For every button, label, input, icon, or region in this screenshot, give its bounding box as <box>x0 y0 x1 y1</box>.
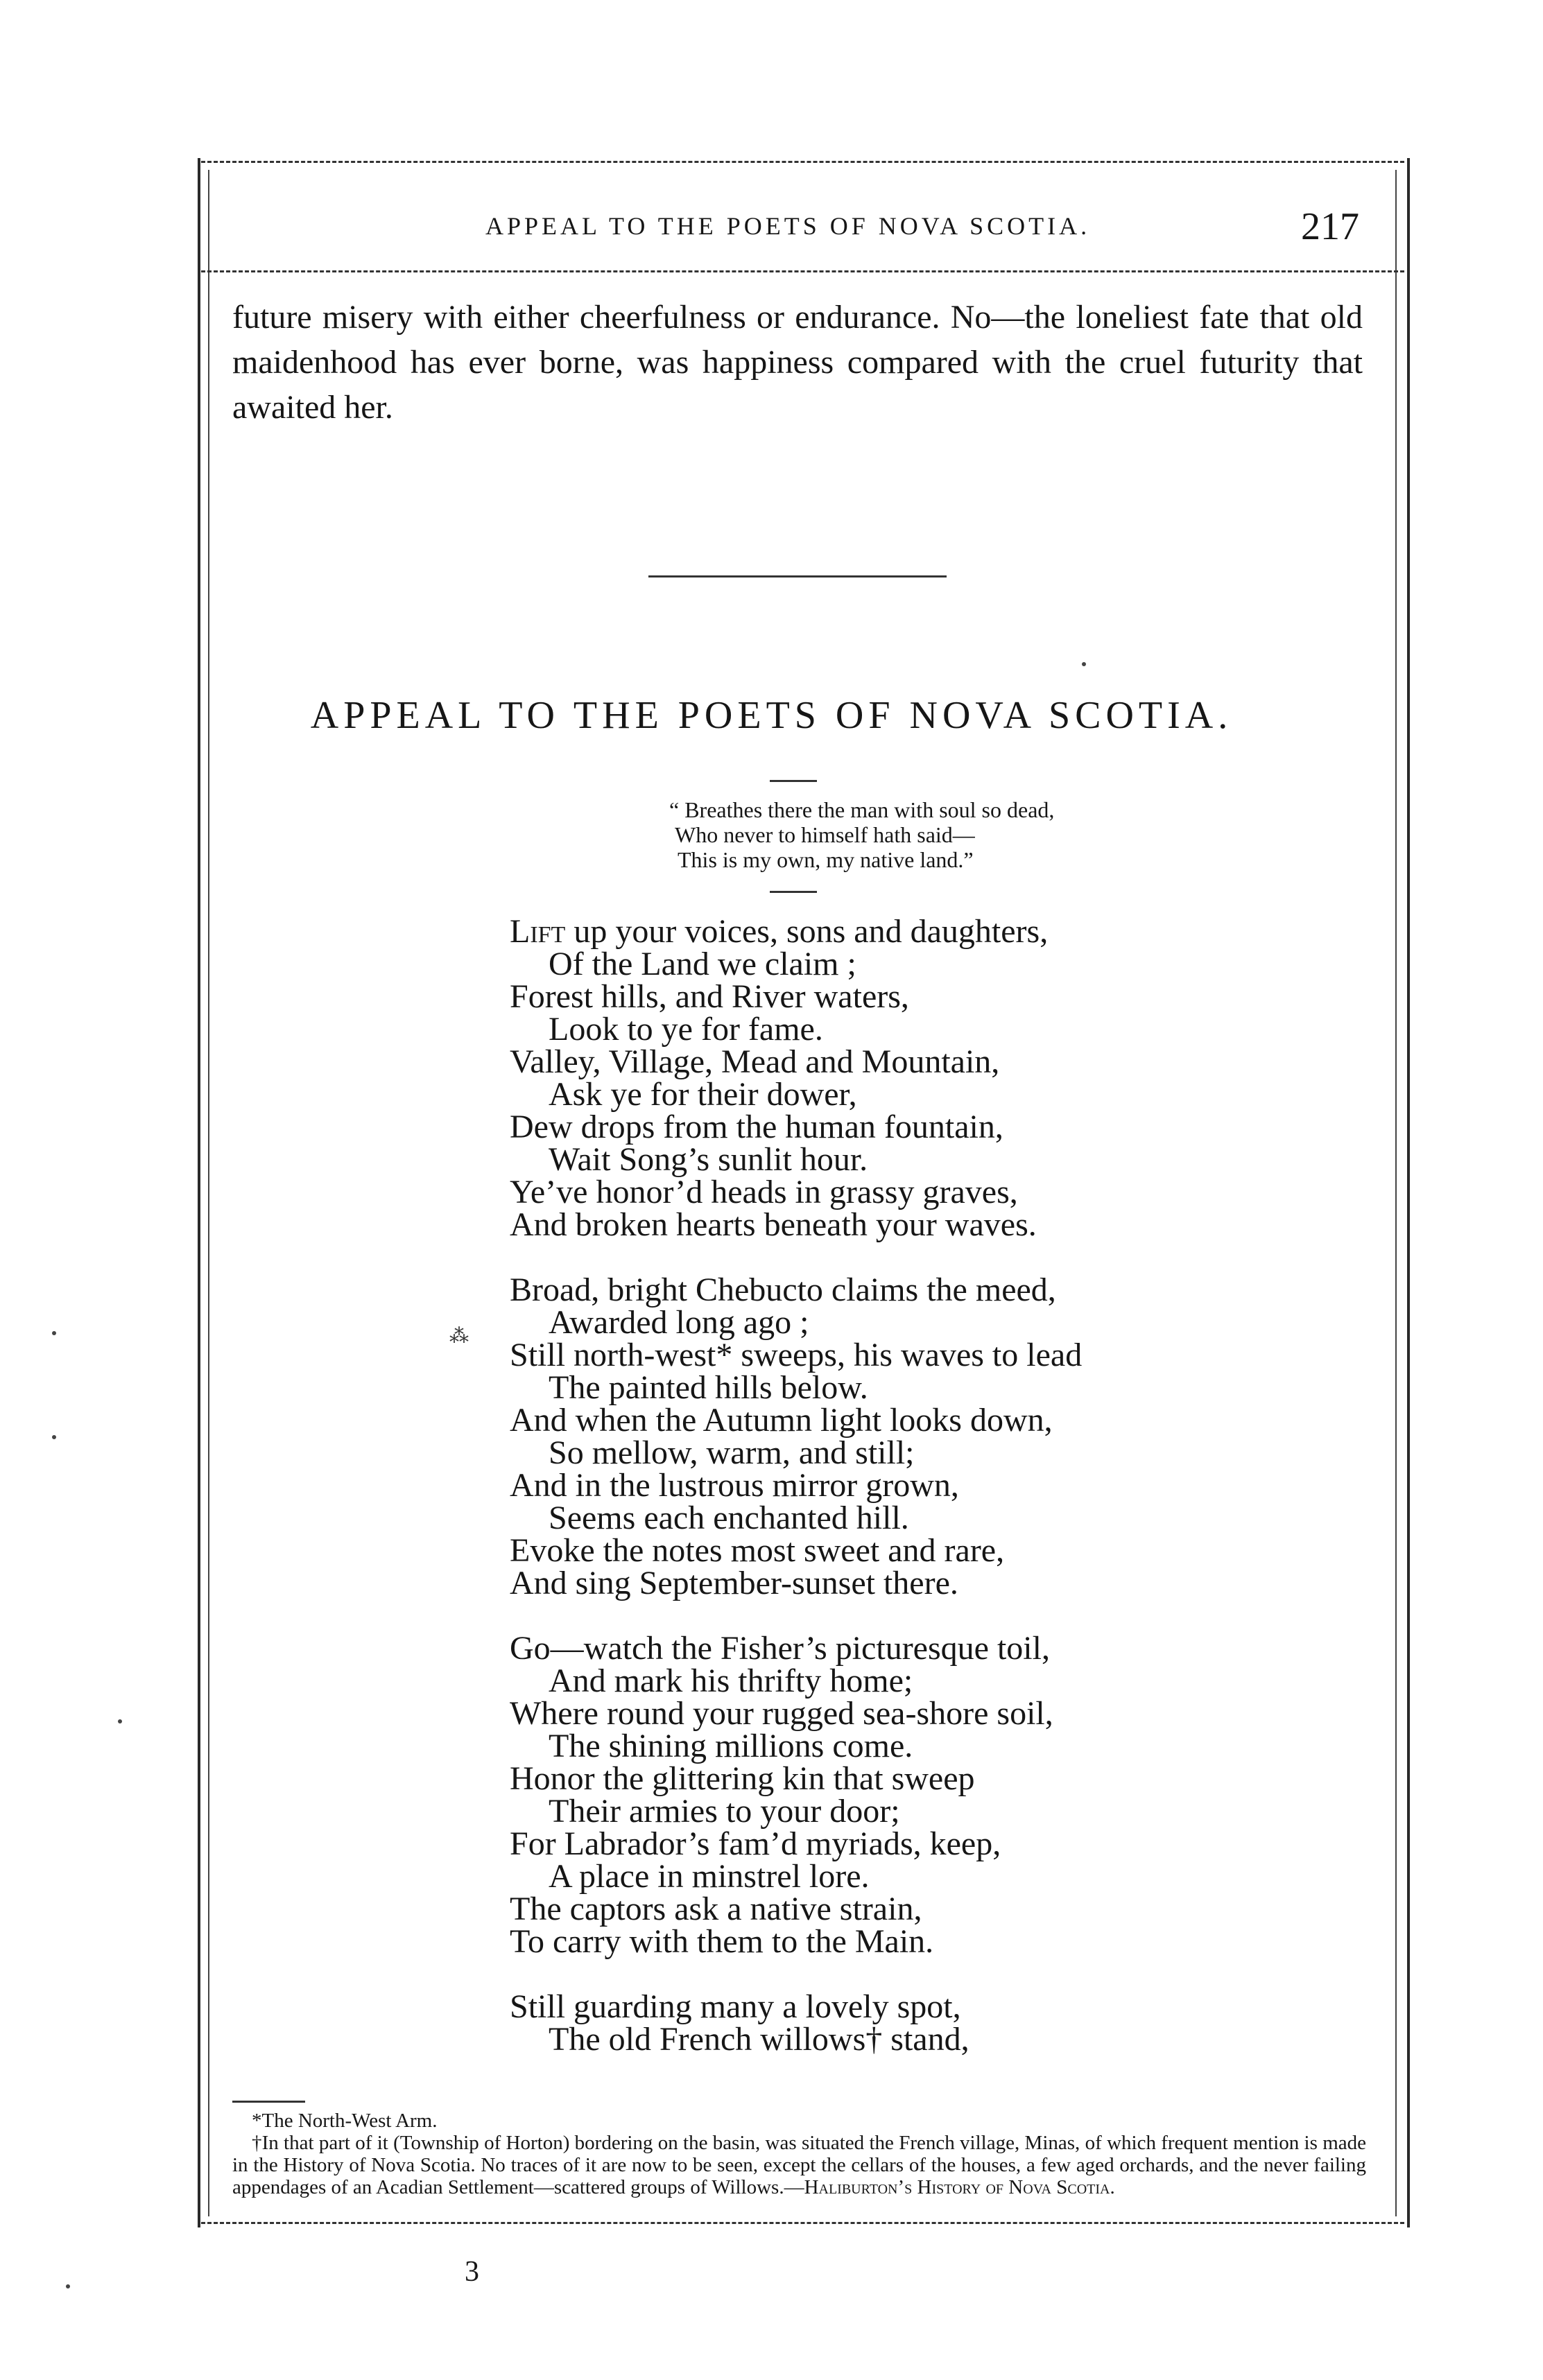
stanza <box>510 1271 1342 1601</box>
poem-line: And mark his thrifty home; <box>549 1662 913 1699</box>
epigraph <box>669 797 1054 872</box>
poem-line: So mellow, warm, and still; <box>549 1434 915 1471</box>
poem-body <box>510 915 1342 2088</box>
poem-title: APPEAL TO THE POETS OF NOVA SCOTIA. <box>310 694 1233 737</box>
poem-line: Wait Song’s sunlit hour. <box>549 1141 868 1178</box>
printer-mark: ⁂ <box>449 1326 469 1347</box>
poem-line: Lift up your voices, sons and daughters, <box>510 913 1049 950</box>
poem-line: And when the Autumn light looks down, <box>510 1402 1053 1439</box>
poem-line: The captors ask a native strain, <box>510 1891 922 1927</box>
top-rule <box>201 161 1404 163</box>
poem-line: And in the lustrous mirror grown, <box>510 1467 959 1504</box>
poem-line: Still guarding many a lovely spot, <box>510 1988 961 2025</box>
poem-line: Dew drops from the human fountain, <box>510 1109 1003 1145</box>
epigraph-line: Who never to himself hath said— <box>675 822 975 847</box>
ink-speck <box>52 1435 56 1439</box>
poem-line: The painted hills below. <box>549 1369 868 1406</box>
poem-line: Awarded long ago ; <box>549 1304 809 1341</box>
poem-line: Seems each enchanted hill. <box>549 1500 909 1536</box>
poem-line: Of the Land we claim ; <box>549 946 856 982</box>
poem-line: And sing September-sunset there. <box>510 1565 958 1601</box>
poem-line: Valley, Village, Mead and Mountain, <box>510 1043 1000 1080</box>
poem-line: Their armies to your door; <box>549 1793 900 1830</box>
poem-line: Ye’ve honor’d heads in grassy graves, <box>510 1174 1018 1210</box>
footnote-rule <box>232 2101 305 2103</box>
ink-speck <box>118 1719 122 1723</box>
poem-line: A place in minstrel lore. <box>549 1858 870 1895</box>
poem-line: For Labrador’s fam’d myriads, keep, <box>510 1825 1001 1862</box>
stanza <box>510 1990 1342 2056</box>
poem-line: The old French willows† stand, <box>549 2021 969 2058</box>
poem-line: Still north-west* sweeps, his waves to lead <box>510 1337 1083 1373</box>
footnote-source: Haliburton’s History of Nova Scotia. <box>804 2176 1115 2198</box>
poem-line: And broken hearts beneath your waves. <box>510 1206 1037 1243</box>
poem-line: Where round your rugged sea-shore soil, <box>510 1695 1053 1732</box>
epigraph-rule <box>770 891 817 893</box>
ink-speck <box>66 2284 70 2288</box>
page-header <box>208 205 1359 246</box>
opening-word: Lift <box>510 913 566 950</box>
running-title: APPEAL TO THE POETS OF NOVA SCOTIA. <box>485 212 1091 240</box>
section-divider <box>648 575 947 577</box>
footnote: †In that part of it (Township of Horton) bordering on the basin, was situated the French village, Minas, of which frequent mention is made in the History of Nova Scotia. No traces of it are now to be seen, except the cellars of the houses, a few aged orchards, and the never failing appendages of an Acadian Settlement—scattered groups of Willows.—Haliburton’s History of Nova Scotia. <box>232 2132 1366 2198</box>
poem-line: The shining millions come. <box>549 1728 913 1764</box>
epigraph-line: This is my own, my native land.” <box>678 847 974 872</box>
poem-line: Evoke the notes most sweet and rare, <box>510 1532 1005 1569</box>
ink-speck <box>52 1331 56 1335</box>
epigraph-line: “ Breathes there the man with soul so dead, <box>669 797 1055 822</box>
footnote: *The North-West Arm. <box>252 2110 438 2132</box>
footnotes <box>232 2110 1366 2198</box>
poem-line: Broad, bright Chebucto claims the meed, <box>510 1271 1056 1308</box>
poem-line: Ask ye for their dower, <box>549 1076 857 1113</box>
poem-line: Look to ye for fame. <box>549 1011 823 1048</box>
title-rule <box>770 780 817 782</box>
prose-paragraph: future misery with either cheerfulness or endurance. No—the loneliest fate that old maidenhood has ever borne, was happiness compared with the cruel futurity that awaited her. <box>232 299 1363 426</box>
stanza <box>510 915 1342 1241</box>
ink-speck <box>1082 662 1086 666</box>
signature-mark: 3 <box>465 2256 479 2288</box>
header-rule <box>201 270 1404 272</box>
poem-line: Honor the glittering kin that sweep <box>510 1760 975 1797</box>
poem-line: Go—watch the Fisher’s picturesque toil, <box>510 1630 1050 1667</box>
poem-line: Forest hills, and River waters, <box>510 978 909 1015</box>
stanza <box>510 1632 1342 1958</box>
page-number: 217 <box>1301 205 1359 248</box>
bottom-rule <box>201 2222 1404 2224</box>
poem-line: To carry with them to the Main. <box>510 1923 934 1960</box>
